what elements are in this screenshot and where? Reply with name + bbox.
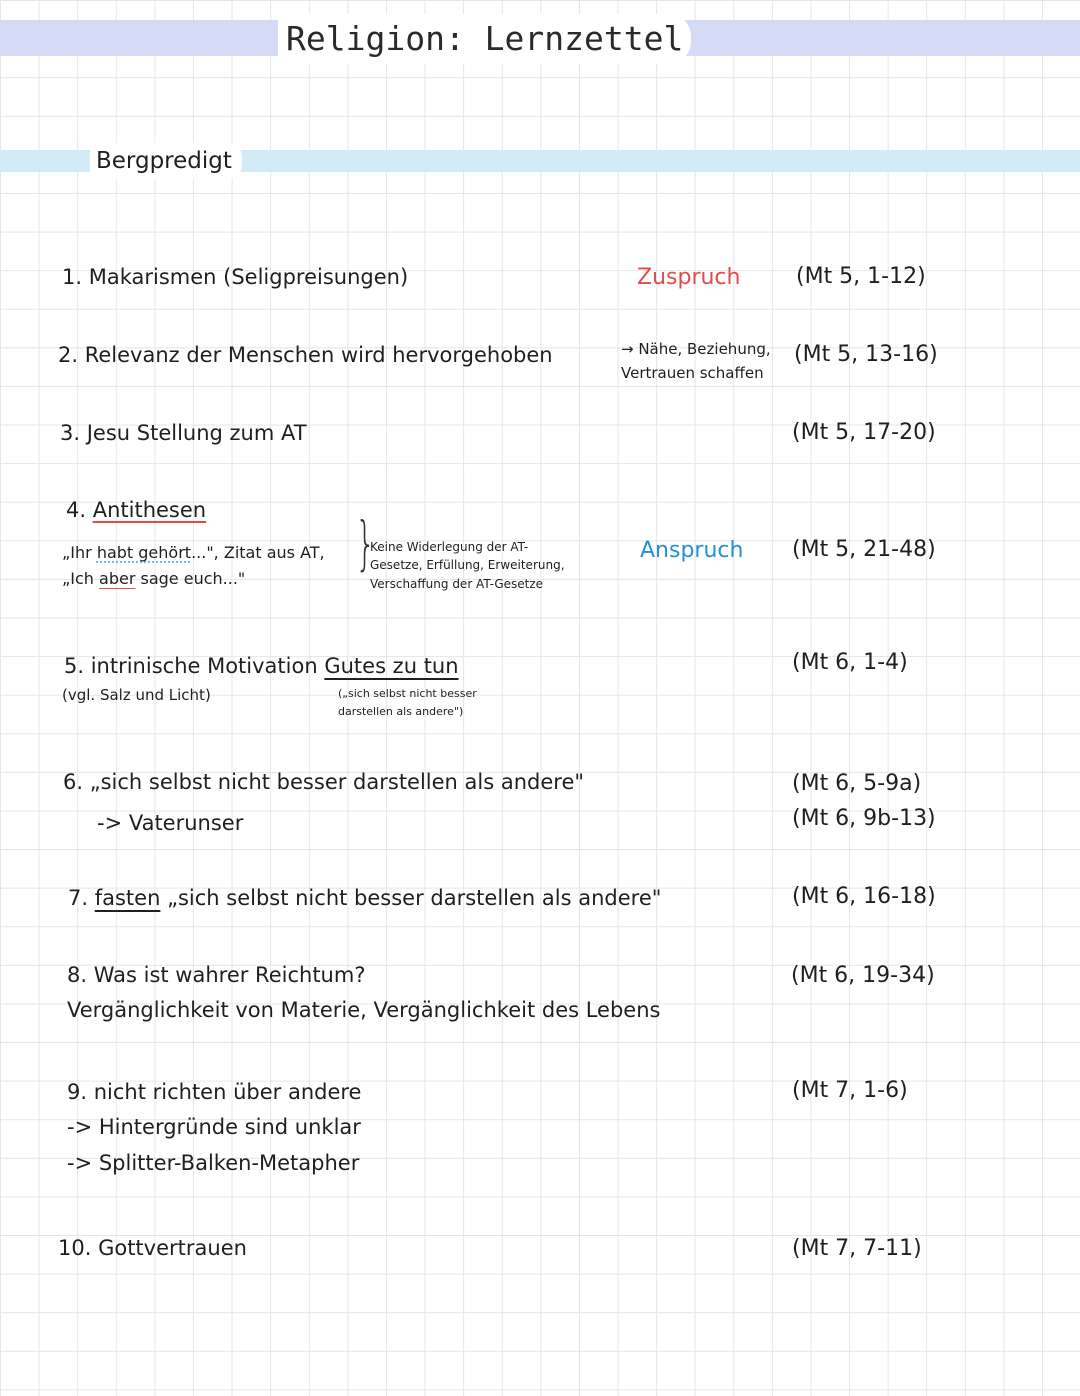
- section-title: Bergpredigt: [90, 143, 242, 179]
- item-4-quote-1: [62, 543, 325, 562]
- item-9-ref: (Mt 7, 1-6): [792, 1078, 908, 1103]
- item-9-sub-2: -> Splitter-Balken-Metapher: [67, 1151, 360, 1175]
- item-5-sub: (vgl. Salz und Licht): [62, 686, 211, 704]
- item-1-text: 1. Makarismen (Seligpreisungen): [62, 265, 409, 289]
- item-5-text: [64, 654, 459, 678]
- item-7-ref: (Mt 6, 16-18): [792, 884, 936, 909]
- item-4-brace: }: [355, 509, 376, 577]
- item-4-quote-2: [62, 569, 245, 588]
- item-5-note-line-1: („sich selbst nicht besser: [338, 687, 477, 700]
- item-4-quote-1-c: ...", Zitat aus AT,: [191, 543, 325, 562]
- item-4-number: 4.: [66, 498, 93, 522]
- item-5-ref: (Mt 6, 1-4): [792, 650, 908, 675]
- item-8-sub: Vergänglichkeit von Materie, Vergänglichkeit des Lebens: [67, 998, 661, 1022]
- item-6-text: 6. „sich selbst nicht besser darstellen als andere": [63, 770, 585, 794]
- item-4-tag: Anspruch: [640, 538, 744, 563]
- item-10-text: 10. Gottvertrauen: [58, 1236, 247, 1260]
- item-3-text: 3. Jesu Stellung zum AT: [60, 421, 307, 445]
- item-9-text: 9. nicht richten über andere: [67, 1080, 362, 1104]
- item-4-quote-1-b: habt gehört: [96, 543, 192, 562]
- item-6-ref-1: (Mt 6, 5-9a): [792, 771, 922, 796]
- item-5-text-underlined: Gutes zu tun: [324, 654, 459, 678]
- item-6-ref-2: (Mt 6, 9b-13): [792, 806, 936, 831]
- item-2-note-line-1: → Nähe, Beziehung,: [621, 340, 771, 358]
- item-4-heading: [66, 498, 206, 522]
- item-10-ref: (Mt 7, 7-11): [792, 1236, 922, 1261]
- item-5-note-line-2: darstellen als andere"): [338, 705, 464, 718]
- item-5-text-main: 5. intrinische Motivation: [64, 654, 325, 678]
- page-title: Religion: Lernzettel: [278, 14, 691, 64]
- item-4-quote-2-c: sage euch...": [135, 569, 246, 588]
- item-7-underlined: fasten: [94, 886, 161, 910]
- item-4-word: Antithesen: [92, 498, 207, 522]
- item-2-ref: (Mt 5, 13-16): [794, 342, 938, 367]
- item-2-text: 2. Relevanz der Menschen wird hervorgehoben: [58, 343, 553, 367]
- item-7-number: 7.: [68, 886, 95, 910]
- item-4-note-line-1: Keine Widerlegung der AT-: [370, 540, 529, 554]
- item-6-sub: -> Vaterunser: [97, 811, 244, 835]
- item-1-ref: (Mt 5, 1-12): [796, 264, 926, 289]
- item-4-note-line-3: Verschaffung der AT-Gesetze: [370, 577, 544, 591]
- item-8-ref: (Mt 6, 19-34): [791, 963, 935, 988]
- item-9-sub-1: -> Hintergründe sind unklar: [67, 1115, 361, 1139]
- item-1-tag: Zuspruch: [637, 265, 741, 290]
- item-4-quote-2-a: „Ich: [62, 569, 100, 588]
- item-3-ref: (Mt 5, 17-20): [792, 420, 936, 445]
- item-4-note-line-2: Gesetze, Erfüllung, Erweiterung,: [370, 558, 565, 572]
- item-7-text: [68, 886, 661, 910]
- item-7-rest: „sich selbst nicht besser darstellen als andere": [160, 886, 662, 910]
- item-4-quote-2-b: aber: [99, 569, 136, 588]
- item-2-note-line-2: Vertrauen schaffen: [621, 364, 764, 382]
- item-4-quote-1-a: „Ihr: [62, 543, 97, 562]
- item-8-text: 8. Was ist wahrer Reichtum?: [67, 963, 366, 987]
- item-4-ref: (Mt 5, 21-48): [792, 537, 936, 562]
